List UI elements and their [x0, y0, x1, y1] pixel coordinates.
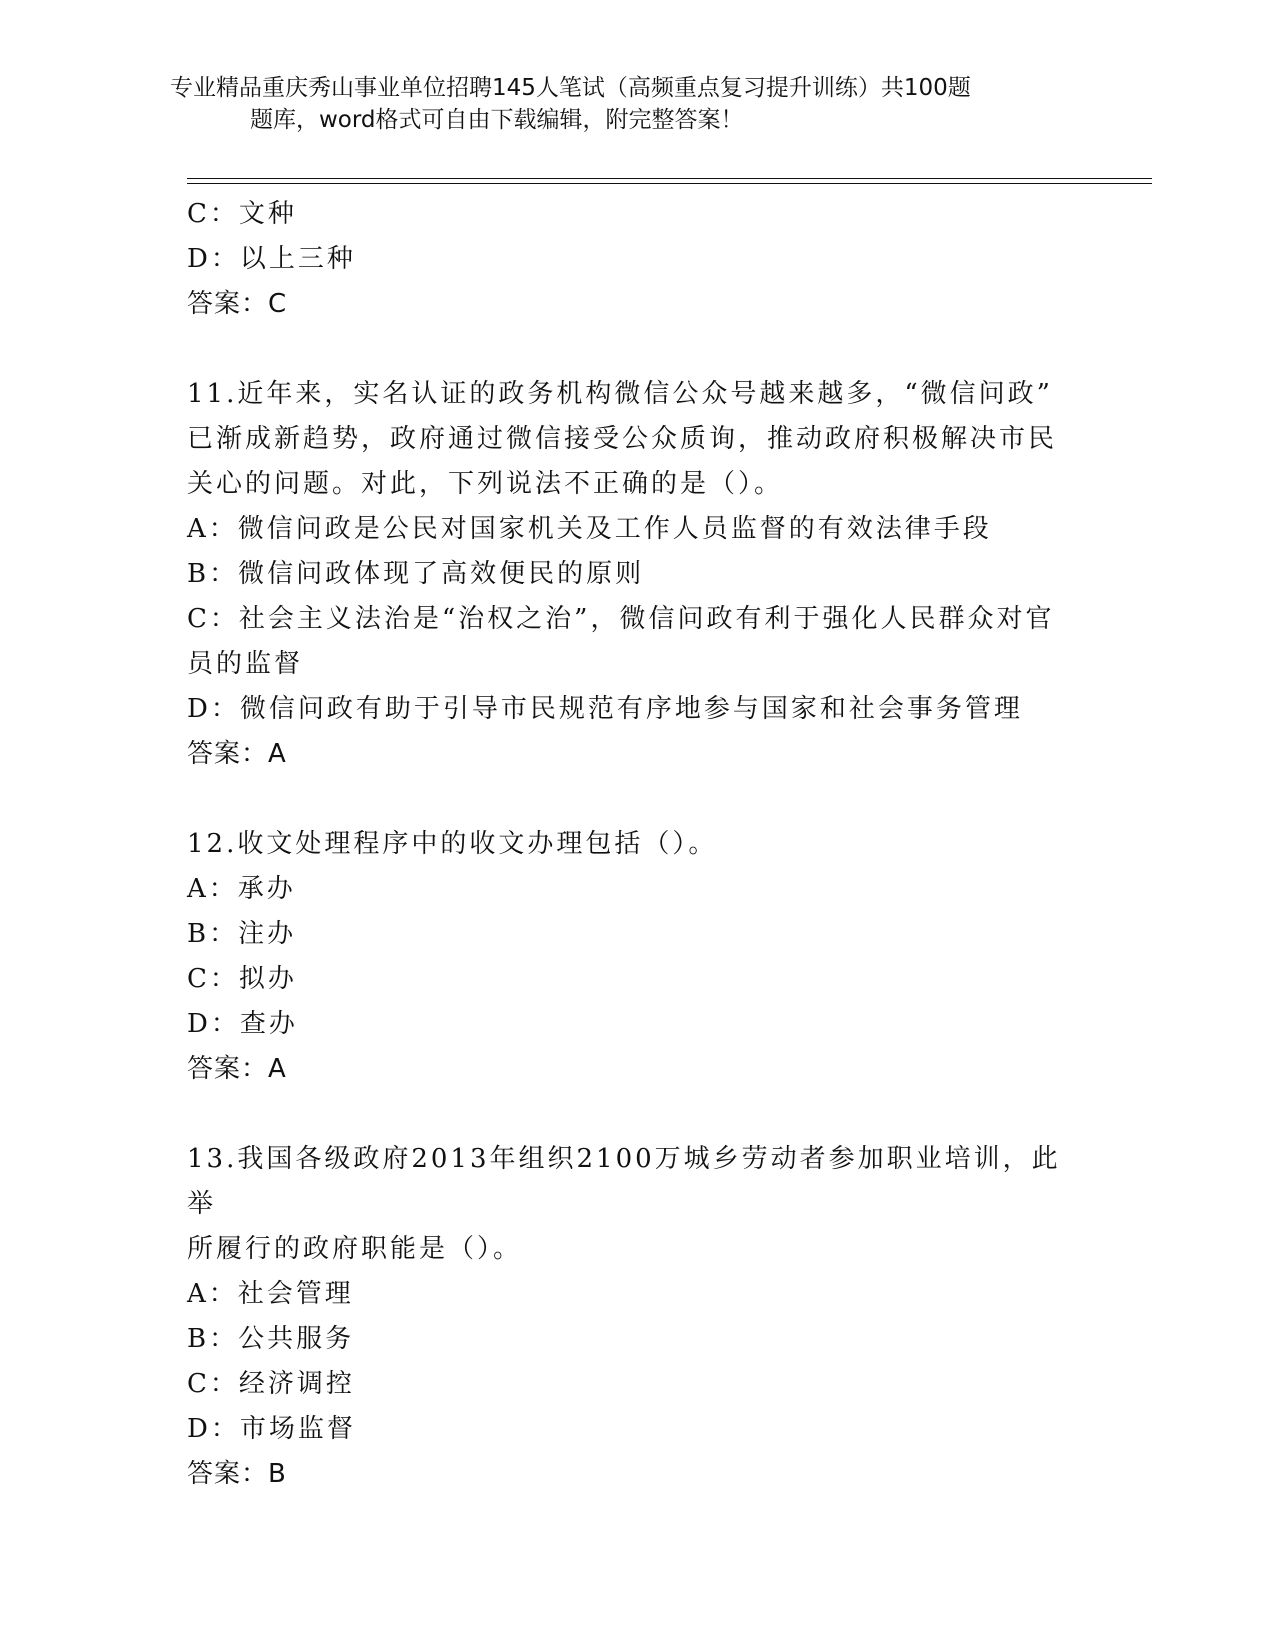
q11-stem-line1: 11.近年来，实名认证的政务机构微信公众号越来越多，“微信问政”: [187, 379, 1053, 409]
spacer: [187, 777, 1087, 822]
q11-option-b: B：微信问政体现了高效便民的原则: [187, 559, 645, 589]
question-10-tail: [187, 192, 1087, 327]
q13-stem-line1: 13.我国各级政府2013年组织2100万城乡劳动者参加职业培训，此举: [187, 1144, 1061, 1219]
document-header: [170, 72, 1070, 136]
question-11: [187, 372, 1087, 777]
q13-answer: 答案：B: [187, 1459, 287, 1489]
q10-option-c: C：文种: [187, 199, 297, 229]
q12-option-a: A：承办: [187, 874, 296, 904]
header-divider-top: [187, 178, 1152, 179]
header-divider-bottom: [187, 183, 1152, 184]
q10-option-d: D：以上三种: [187, 244, 356, 274]
document-body: [187, 192, 1087, 1497]
q13-option-a: A：社会管理: [187, 1279, 354, 1309]
spacer: [187, 327, 1087, 372]
q11-option-d: D：微信问政有助于引导市民规范有序地参与国家和社会事务管理: [187, 694, 1023, 724]
q11-stem-line3: 关心的问题。对此，下列说法不正确的是（）。: [187, 469, 784, 499]
q11-option-c-line1: C：社会主义法治是“治权之治”，微信问政有利于强化人民群众对官: [187, 604, 1055, 634]
q11-option-c-line2: 员的监督: [187, 649, 304, 679]
q12-option-d: D：查办: [187, 1009, 298, 1039]
spacer: [187, 1092, 1087, 1137]
q11-answer: 答案：A: [187, 739, 287, 769]
q12-option-b: B：注办: [187, 919, 297, 949]
q12-answer: 答案：A: [187, 1054, 287, 1084]
q10-answer: 答案：C: [187, 289, 288, 319]
header-title-line1: 专业精品重庆秀山事业单位招聘145人笔试（高频重点复习提升训练）共100题: [170, 75, 971, 101]
question-13: [187, 1137, 1087, 1497]
q12-stem: 12.收文处理程序中的收文办理包括（）。: [187, 829, 718, 859]
q13-option-d: D：市场监督: [187, 1414, 356, 1444]
q13-stem-line2: 所履行的政府职能是（）。: [187, 1234, 523, 1264]
q13-option-b: B：公共服务: [187, 1324, 355, 1354]
q11-stem-line2: 已渐成新趋势，政府通过微信接受公众质询，推动政府积极解决市民: [187, 424, 1058, 454]
q11-option-a: A：微信问政是公民对国家机关及工作人员监督的有效法律手段: [187, 514, 992, 544]
q12-option-c: C：拟办: [187, 964, 297, 994]
header-title-line2: 题库，word格式可自由下载编辑，附完整答案！: [250, 107, 744, 133]
q13-option-c: C：经济调控: [187, 1369, 355, 1399]
question-12: [187, 822, 1087, 1092]
